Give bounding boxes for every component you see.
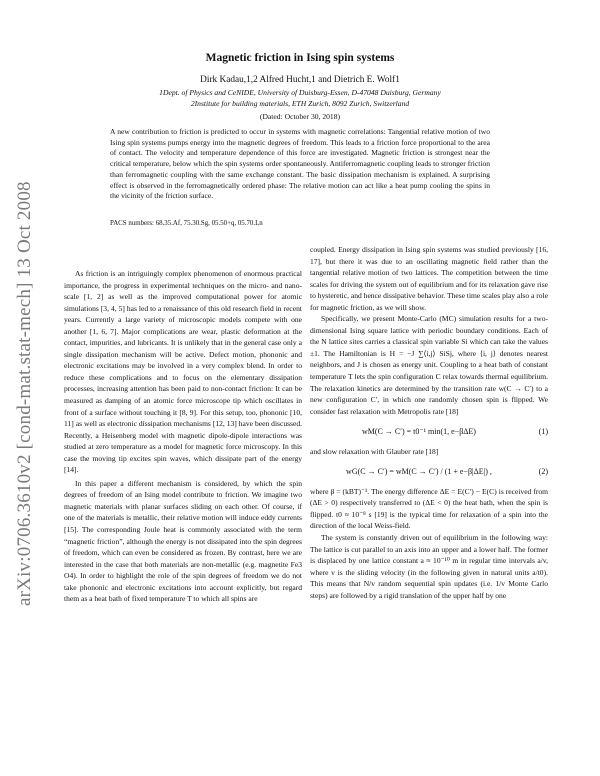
equation-1-number: (1) [538, 427, 548, 437]
paragraph: The system is constantly driven out of equilibrium in the following way: The lattice is cut parallel to an axis into an upper and a lower half. The former is displaced by one lattice constant a ≈ 10⁻¹⁰ m in regular time intervals a/v, where v is the sliding velocity (in the following given in natural units a/t0). This means that N/v random sequential spin updates (i.e. 1/v Monte Carlo steps) are followed by a rigid translation of the upper half by one [310, 533, 548, 600]
paragraph: In this paper a different mechanism is considered, by which the spin degrees of freedom of an Ising model contribute to friction. We imagine two magnetic materials with planar surfaces sliding on each other. Of course, if one of the materials is metallic, their relative motion will induce eddy currents [15]. The corresponding Joule heat is commonly associated with the term “magnetic friction”, although the energy is not dissipated into the spin degrees of freedom, which can even be considered as frozen. By contrast, here we are interested in the case that both materials are non-metallic (e.g. magnetite Fe3 O4). In order to highlight the role of the spin degrees of freedom we do not take phononic and electronic excitations into account explicitly, but regard them as a heat bath of fixed temperature T to which all spins are [64, 478, 302, 604]
author-list: Dirk Kadau,1,2 Alfred Hucht,1 and Dietrich E. Wolf1 [200, 75, 400, 85]
paragraph: where β = (kBT)⁻¹. The energy difference ΔE = E(C′) − E(C) is received from (ΔE > 0) respectively transferred to (ΔE < 0) the heat bath, when the spin is flipped. t0 ≈ 10⁻⁸ s [19] is the typical time for relaxation of a spin into the direction of the local Weiss-field. [310, 486, 548, 531]
right-column [310, 244, 548, 601]
paragraph: and slow relaxation with Glauber rate [18] [310, 446, 439, 456]
arxiv-sidebar-stamp [2, 160, 42, 610]
paper-title: Magnetic friction in Ising spin systems [205, 52, 395, 64]
equation-2 [310, 466, 548, 478]
paragraph: coupled. Energy dissipation in Ising spin systems was studied previously [16, 17], but there it was due to an oscillating magnetic field rather than the tangential relative motion of two lattices. The competition between the time scales for driving the system out of equilibrium and for its relaxation gave rise to hysteretic, and hence dissipative behavior. These time scales play also a role for magnetic friction, as we will show. [310, 245, 548, 312]
date-line: (Dated: October 30, 2018) [259, 112, 341, 121]
pacs-numbers: PACS numbers: 68.35.Af, 75.30.Sg, 05.50+q, 05.70.Ln [110, 220, 263, 227]
equation-2-expression: wG(C → C′) = wM(C → C′) / (1 + e−β|ΔE|) , [346, 467, 492, 477]
affiliation-2: 2Institute for building materials, ETH Zurich, 8092 Zurich, Switzerland [190, 99, 410, 108]
equation-1-expression: wM(C → C′) = t0⁻¹ min(1, e−βΔE) [362, 427, 476, 437]
left-column [64, 268, 302, 605]
arxiv-id: arXiv:0706.3610v2 [cond-mat.stat-mech] 13 Oct 2008 [14, 181, 35, 606]
abstract: A new contribution to friction is predicted to occur in systems with magnetic correlations: Tangential relative motion of two Ising spin systems pumps energy into the magnetic degrees of freedom. This leads to a friction force proportional to the area of contact. The velocity and temperature dependence of this force are investigated. Magnetic friction is strongest near the critical temperature, below which the spin systems order spontaneously. Antiferromagnetic coupling leads to stronger friction than ferromagnetic coupling with the same exchange constant. The basic dissipation mechanism is explained. A surprising effect is observed in the ferromagnetically ordered phase: The relative motion can act like a heat pump cooling the spins in the vicinity of the friction surface. [110, 127, 490, 201]
affiliation-1: 1Dept. of Physics and CeNIDE, University of Duisburg-Essen, D-47048 Duisburg, Germany [159, 88, 441, 97]
equation-2-number: (2) [538, 467, 548, 477]
paragraph: Specifically, we present Monte-Carlo (MC) simulation results for a two-dimensional Ising square lattice with periodic boundary conditions. Each of the N lattice sites carries a classical spin variable Si which can take the values ±1. The Hamiltonian is H = −J ∑⟨i,j⟩ SiSj, where ⟨i, j⟩ denotes nearest neighbors, and J is chosen as energy unit. Coupling to a heat bath of constant temperature T lets the spin configuration C relax towards thermal equilibrium. The relaxation kinetics are determined by the transition rate w(C → C′) to a new configuration C′, in which one randomly chosen spin is flipped. We consider fast relaxation with Metropolis rate [18] [310, 314, 548, 416]
equation-1 [310, 426, 548, 438]
paragraph: As friction is an intriguingly complex phenomenon of enormous practical importance, the progress in experimental techniques on the micro- and nano-scale [1, 2] as well as the improved computational power for atomic simulations [3, 4, 5] has led to a renaissance of this old research field in recent years. Currently a large variety of microscopic models compete with one another [1, 6, 7]. Major complications are wear, plastic deformation at the contact, impurities, and lubricants. It is unlikely that in the general case only a single dissipation mechanism will be active. Defect motion, phononic and electronic excitations may be involved in a very complex blend. In order to reduce these complications and to focus on the elementary dissipation processes, increasing attention has been paid to non-contact friction: It can be measured as damping of an atomic force microscope tip which oscillates in front of a surface without touching it [8, 9]. For this setup, too, phononic [10, 11] as well as electronic dissipation mechanisms [12, 13] have been discussed. Recently, a Heisenberg model with magnetic dipole-dipole interactions was studied at zero temperature as a model for magnetic force microscopy. In this case the moving tip excites spin waves, which dissipate part of the energy [14]. [64, 269, 302, 475]
